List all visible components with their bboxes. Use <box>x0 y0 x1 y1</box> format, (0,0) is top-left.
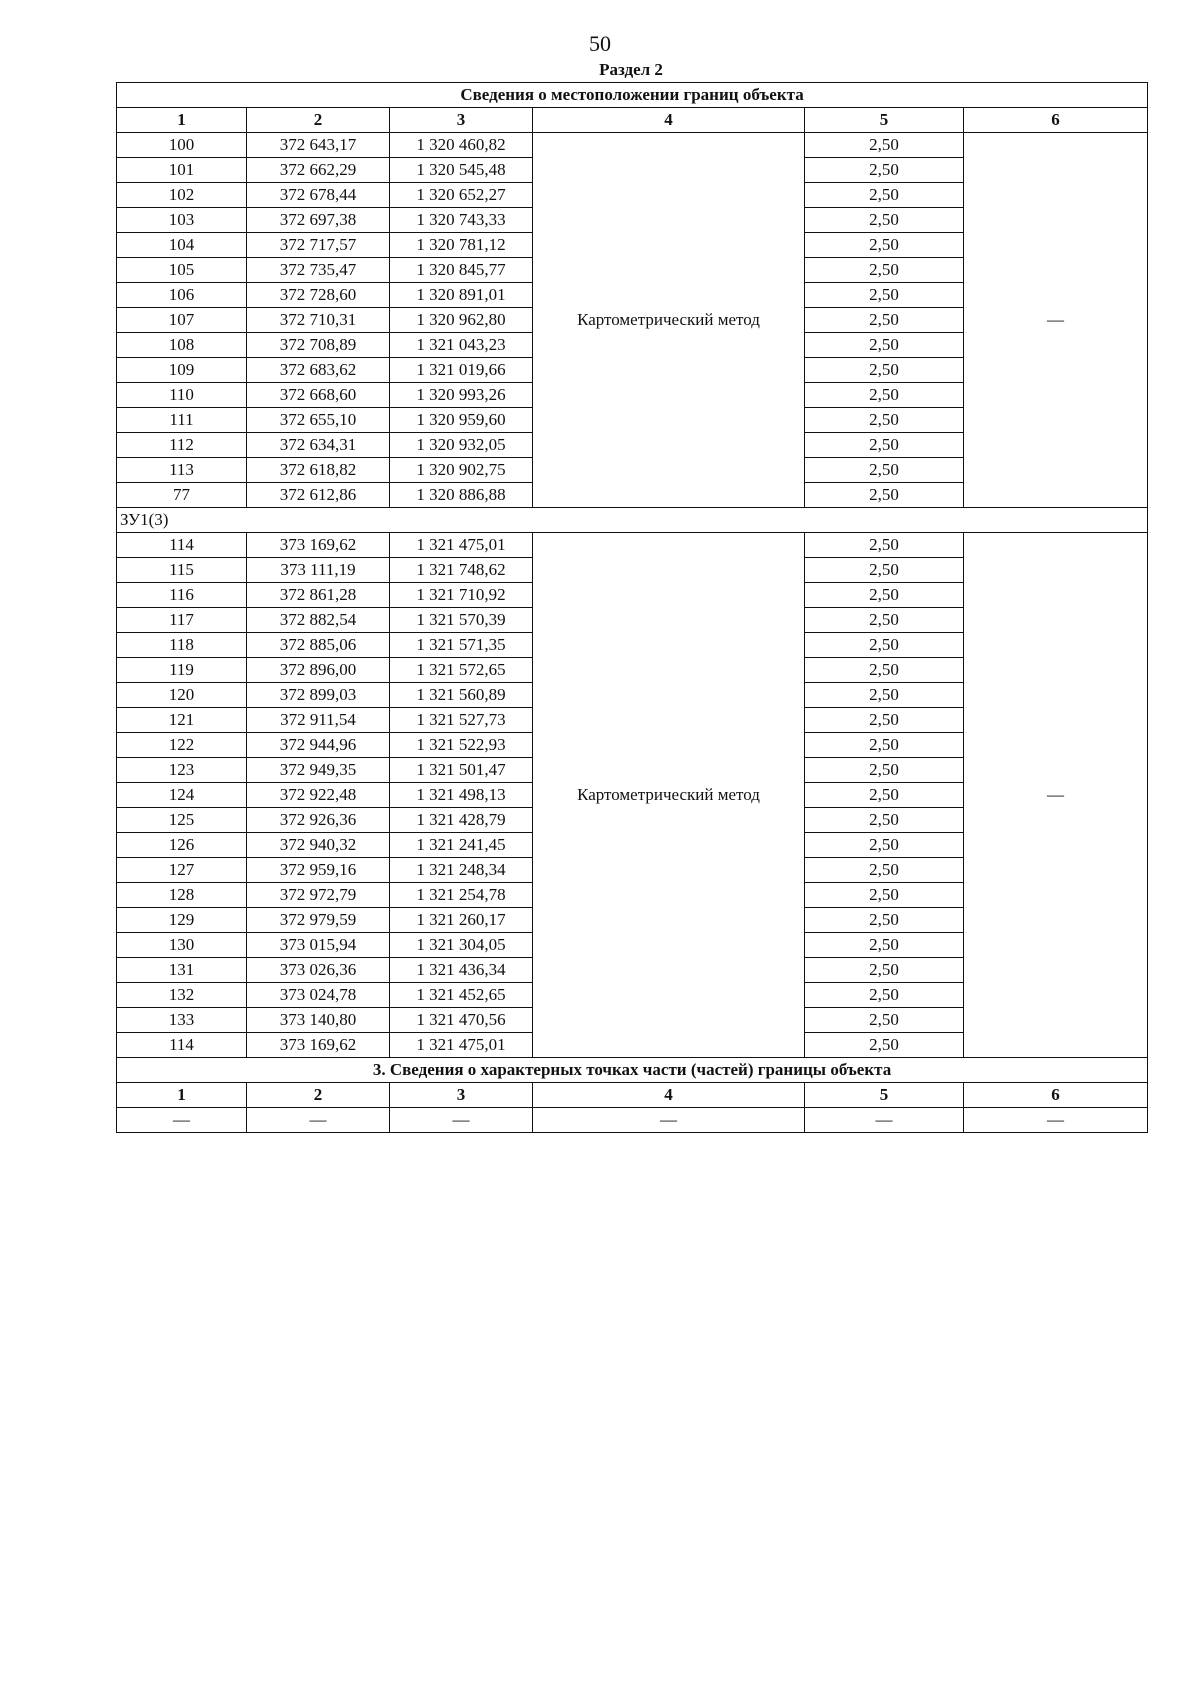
accuracy-value: 2,50 <box>805 433 964 458</box>
section3-row <box>117 1108 1148 1133</box>
column-header: 4 <box>533 108 805 133</box>
point-number: 122 <box>117 733 247 758</box>
accuracy-value: 2,50 <box>805 783 964 808</box>
accuracy-value: 2,50 <box>805 633 964 658</box>
point-number: 105 <box>117 258 247 283</box>
section3-column-header: 2 <box>247 1083 390 1108</box>
accuracy-value: 2,50 <box>805 358 964 383</box>
coordinate-x: 372 662,29 <box>247 158 390 183</box>
point-number: 128 <box>117 883 247 908</box>
point-number: 119 <box>117 658 247 683</box>
coordinate-x: 372 683,62 <box>247 358 390 383</box>
point-number: 106 <box>117 283 247 308</box>
section3-column-header: 3 <box>390 1083 533 1108</box>
section3-cell: — <box>117 1108 247 1133</box>
section3-column-header: 5 <box>805 1083 964 1108</box>
accuracy-value: 2,50 <box>805 883 964 908</box>
section3-cell: — <box>533 1108 805 1133</box>
point-number: 114 <box>117 1033 247 1058</box>
accuracy-value: 2,50 <box>805 483 964 508</box>
table-row <box>117 533 1148 558</box>
coordinate-y: 1 321 710,92 <box>390 583 533 608</box>
column-header: 5 <box>805 108 964 133</box>
coordinate-y: 1 321 501,47 <box>390 758 533 783</box>
point-number: 107 <box>117 308 247 333</box>
coordinate-y: 1 320 891,01 <box>390 283 533 308</box>
coordinate-y: 1 320 743,33 <box>390 208 533 233</box>
coordinate-y: 1 321 470,56 <box>390 1008 533 1033</box>
table-body <box>117 83 1148 1133</box>
coordinate-y: 1 321 475,01 <box>390 533 533 558</box>
coordinate-x: 372 634,31 <box>247 433 390 458</box>
coordinate-y: 1 320 993,26 <box>390 383 533 408</box>
point-number: 120 <box>117 683 247 708</box>
boundary-table <box>116 82 1148 1133</box>
accuracy-value: 2,50 <box>805 758 964 783</box>
accuracy-value: 2,50 <box>805 283 964 308</box>
point-number: 123 <box>117 758 247 783</box>
accuracy-value: 2,50 <box>805 658 964 683</box>
coordinate-x: 372 618,82 <box>247 458 390 483</box>
point-number: 111 <box>117 408 247 433</box>
coordinate-x: 372 972,79 <box>247 883 390 908</box>
coordinate-y: 1 321 560,89 <box>390 683 533 708</box>
coordinate-x: 372 728,60 <box>247 283 390 308</box>
coordinate-y: 1 321 452,65 <box>390 983 533 1008</box>
col6-cell: — <box>964 133 1148 508</box>
section-title: Сведения о местоположении границ объекта <box>117 83 1148 108</box>
coordinate-x: 372 710,31 <box>247 308 390 333</box>
coordinate-x: 372 735,47 <box>247 258 390 283</box>
section3-cell: — <box>390 1108 533 1133</box>
coordinate-y: 1 320 959,60 <box>390 408 533 433</box>
coordinate-x: 373 015,94 <box>247 933 390 958</box>
coordinate-x: 372 979,59 <box>247 908 390 933</box>
point-number: 102 <box>117 183 247 208</box>
column-header: 1 <box>117 108 247 133</box>
col6-cell: — <box>964 533 1148 1058</box>
coordinate-x: 373 024,78 <box>247 983 390 1008</box>
coordinate-y: 1 321 498,13 <box>390 783 533 808</box>
point-number: 126 <box>117 833 247 858</box>
point-number: 121 <box>117 708 247 733</box>
point-number: 115 <box>117 558 247 583</box>
coordinate-x: 372 949,35 <box>247 758 390 783</box>
page-number: 50 <box>589 31 611 56</box>
accuracy-value: 2,50 <box>805 333 964 358</box>
coordinate-x: 372 882,54 <box>247 608 390 633</box>
accuracy-value: 2,50 <box>805 1033 964 1058</box>
section3-column-header: 6 <box>964 1083 1148 1108</box>
section3-cell: — <box>247 1108 390 1133</box>
coordinate-y: 1 321 241,45 <box>390 833 533 858</box>
accuracy-value: 2,50 <box>805 233 964 258</box>
section3-title: 3. Сведения о характерных точках части (частей) границы объекта <box>117 1058 1148 1083</box>
coordinate-x: 372 708,89 <box>247 333 390 358</box>
coordinate-y: 1 320 781,12 <box>390 233 533 258</box>
coordinate-x: 373 111,19 <box>247 558 390 583</box>
coordinate-x: 373 026,36 <box>247 958 390 983</box>
accuracy-value: 2,50 <box>805 558 964 583</box>
table-row <box>117 133 1148 158</box>
coordinate-y: 1 321 260,17 <box>390 908 533 933</box>
subsection-row <box>117 508 1148 533</box>
accuracy-value: 2,50 <box>805 908 964 933</box>
coordinate-x: 372 861,28 <box>247 583 390 608</box>
coordinate-x: 372 612,86 <box>247 483 390 508</box>
coordinate-y: 1 321 572,65 <box>390 658 533 683</box>
coordinate-x: 372 678,44 <box>247 183 390 208</box>
coordinate-x: 373 169,62 <box>247 1033 390 1058</box>
point-number: 110 <box>117 383 247 408</box>
coordinate-y: 1 321 570,39 <box>390 608 533 633</box>
point-number: 127 <box>117 858 247 883</box>
coordinate-y: 1 320 545,48 <box>390 158 533 183</box>
coordinate-y: 1 321 254,78 <box>390 883 533 908</box>
accuracy-value: 2,50 <box>805 833 964 858</box>
coordinate-x: 372 896,00 <box>247 658 390 683</box>
coordinate-y: 1 321 475,01 <box>390 1033 533 1058</box>
accuracy-value: 2,50 <box>805 733 964 758</box>
point-number: 130 <box>117 933 247 958</box>
point-number: 114 <box>117 533 247 558</box>
coordinate-y: 1 320 845,77 <box>390 258 533 283</box>
accuracy-value: 2,50 <box>805 133 964 158</box>
section-label: Раздел 2 <box>599 60 663 79</box>
coordinate-y: 1 321 527,73 <box>390 708 533 733</box>
column-header: 3 <box>390 108 533 133</box>
accuracy-value: 2,50 <box>805 458 964 483</box>
point-number: 112 <box>117 433 247 458</box>
accuracy-value: 2,50 <box>805 683 964 708</box>
coordinate-y: 1 321 748,62 <box>390 558 533 583</box>
column-header: 6 <box>964 108 1148 133</box>
accuracy-value: 2,50 <box>805 858 964 883</box>
point-number: 117 <box>117 608 247 633</box>
accuracy-value: 2,50 <box>805 408 964 433</box>
point-number: 131 <box>117 958 247 983</box>
accuracy-value: 2,50 <box>805 808 964 833</box>
accuracy-value: 2,50 <box>805 933 964 958</box>
coordinate-y: 1 320 460,82 <box>390 133 533 158</box>
coordinate-x: 373 169,62 <box>247 533 390 558</box>
coordinate-x: 372 959,16 <box>247 858 390 883</box>
coordinate-y: 1 321 304,05 <box>390 933 533 958</box>
column-header-row <box>117 108 1148 133</box>
coordinate-y: 1 320 932,05 <box>390 433 533 458</box>
coordinate-y: 1 320 962,80 <box>390 308 533 333</box>
point-number: 103 <box>117 208 247 233</box>
coordinate-y: 1 320 886,88 <box>390 483 533 508</box>
point-number: 108 <box>117 333 247 358</box>
coordinate-x: 372 926,36 <box>247 808 390 833</box>
coordinate-x: 372 911,54 <box>247 708 390 733</box>
section3-cell: — <box>964 1108 1148 1133</box>
coordinate-y: 1 321 522,93 <box>390 733 533 758</box>
accuracy-value: 2,50 <box>805 533 964 558</box>
method-cell: Картометрический метод <box>533 533 805 1058</box>
point-number: 77 <box>117 483 247 508</box>
coordinate-y: 1 321 428,79 <box>390 808 533 833</box>
section-title-row <box>117 83 1148 108</box>
accuracy-value: 2,50 <box>805 158 964 183</box>
point-number: 132 <box>117 983 247 1008</box>
coordinate-y: 1 321 043,23 <box>390 333 533 358</box>
coordinate-x: 372 697,38 <box>247 208 390 233</box>
section3-column-header: 4 <box>533 1083 805 1108</box>
column-header: 2 <box>247 108 390 133</box>
coordinate-y: 1 321 248,34 <box>390 858 533 883</box>
coordinate-x: 372 944,96 <box>247 733 390 758</box>
section3-title-row <box>117 1058 1148 1083</box>
coordinate-x: 372 899,03 <box>247 683 390 708</box>
point-number: 113 <box>117 458 247 483</box>
point-number: 104 <box>117 233 247 258</box>
point-number: 116 <box>117 583 247 608</box>
accuracy-value: 2,50 <box>805 608 964 633</box>
coordinate-x: 372 885,06 <box>247 633 390 658</box>
coordinate-x: 372 655,10 <box>247 408 390 433</box>
accuracy-value: 2,50 <box>805 383 964 408</box>
method-cell: Картометрический метод <box>533 133 805 508</box>
coordinate-x: 372 717,57 <box>247 233 390 258</box>
subsection-label: ЗУ1(3) <box>117 508 1148 533</box>
coordinate-y: 1 321 019,66 <box>390 358 533 383</box>
coordinate-y: 1 320 902,75 <box>390 458 533 483</box>
accuracy-value: 2,50 <box>805 258 964 283</box>
accuracy-value: 2,50 <box>805 308 964 333</box>
accuracy-value: 2,50 <box>805 208 964 233</box>
point-number: 100 <box>117 133 247 158</box>
accuracy-value: 2,50 <box>805 583 964 608</box>
coordinate-y: 1 320 652,27 <box>390 183 533 208</box>
accuracy-value: 2,50 <box>805 983 964 1008</box>
point-number: 133 <box>117 1008 247 1033</box>
coordinate-x: 373 140,80 <box>247 1008 390 1033</box>
coordinate-y: 1 321 436,34 <box>390 958 533 983</box>
point-number: 124 <box>117 783 247 808</box>
coordinate-x: 372 922,48 <box>247 783 390 808</box>
accuracy-value: 2,50 <box>805 1008 964 1033</box>
accuracy-value: 2,50 <box>805 708 964 733</box>
point-number: 101 <box>117 158 247 183</box>
point-number: 118 <box>117 633 247 658</box>
coordinate-x: 372 643,17 <box>247 133 390 158</box>
section3-cell: — <box>805 1108 964 1133</box>
point-number: 109 <box>117 358 247 383</box>
coordinate-x: 372 668,60 <box>247 383 390 408</box>
accuracy-value: 2,50 <box>805 958 964 983</box>
section3-column-header: 1 <box>117 1083 247 1108</box>
coordinate-x: 372 940,32 <box>247 833 390 858</box>
coordinate-y: 1 321 571,35 <box>390 633 533 658</box>
section3-header-row <box>117 1083 1148 1108</box>
point-number: 129 <box>117 908 247 933</box>
accuracy-value: 2,50 <box>805 183 964 208</box>
point-number: 125 <box>117 808 247 833</box>
